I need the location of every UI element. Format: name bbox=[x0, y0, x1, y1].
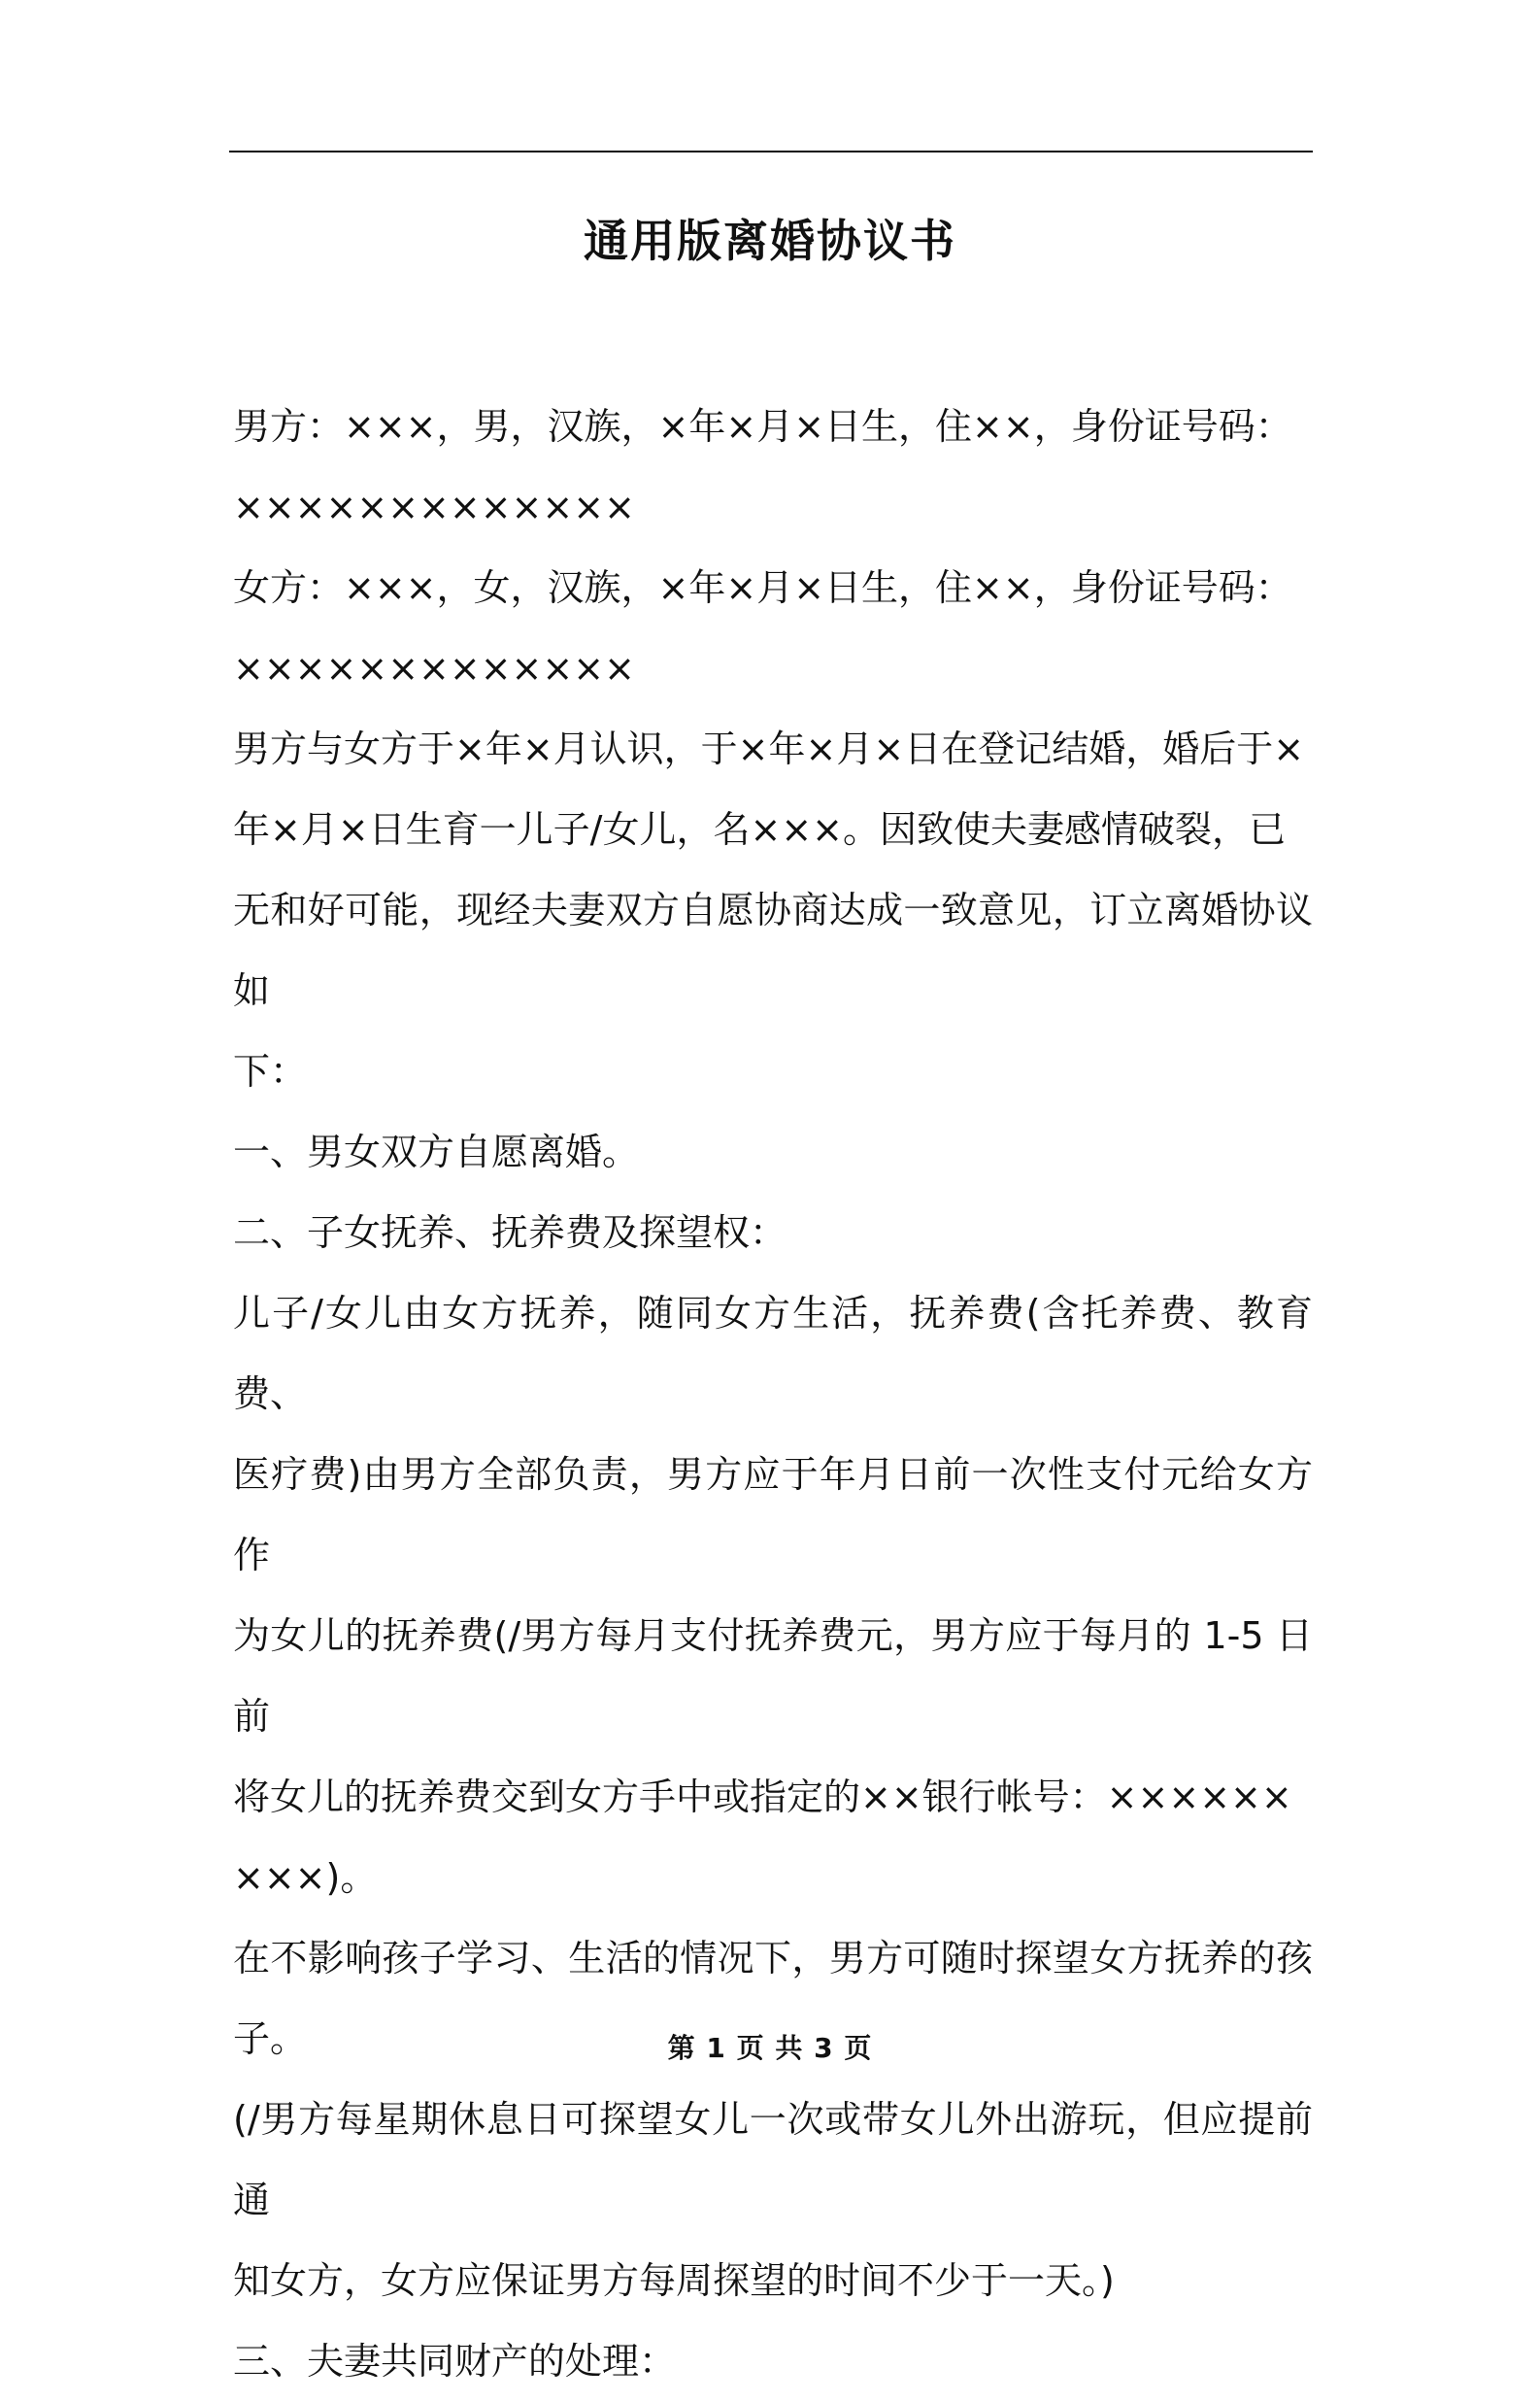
page-number: 第 1 页 共 3 页 bbox=[667, 2032, 873, 2064]
party-female-id-line: ××××××××××××× bbox=[233, 647, 635, 690]
clause-2-heading: 二、子女抚养、抚养费及探望权： bbox=[233, 1211, 787, 1254]
visitation-line: 知女方，女方应保证男方每周探望的时间不少于一天。) bbox=[233, 2259, 1115, 2302]
visitation-line: (/男方每星期休息日可探望女儿一次或带女儿外出游玩，但应提前通 bbox=[233, 2098, 1313, 2221]
visitation-line: 在不影响孩子学习、生活的情况下，男方可随时探望女方抚养的孩子。 bbox=[233, 1937, 1313, 2060]
preamble-line: 无和好可能，现经夫妻双方自愿协商达成一致意见，订立离婚协议如 bbox=[233, 889, 1313, 1012]
custody-line: ×××)。 bbox=[233, 1856, 378, 1899]
header-rule bbox=[229, 151, 1313, 152]
custody-line: 医疗费)由男方全部负责，男方应于年月日前一次性支付元给女方作 bbox=[233, 1453, 1313, 1576]
clause-3-heading: 三、夫妻共同财产的处理： bbox=[233, 2340, 677, 2383]
party-female-line: 女方：×××，女，汉族，×年×月×日生，住××，身份证号码： bbox=[233, 566, 1292, 609]
document-body bbox=[233, 387, 1313, 2402]
preamble-line: 年×月×日生育一儿子/女儿，名×××。因致使夫妻感情破裂，已 bbox=[233, 808, 1287, 851]
preamble-line: 下： bbox=[233, 1050, 308, 1093]
custody-line: 为女儿的抚养费(/男方每月支付抚养费元，男方应于每月的 1-5 日前 bbox=[233, 1614, 1313, 1738]
document-title: 通用版离婚协议书 bbox=[584, 215, 956, 267]
clause-1-heading: 一、男女双方自愿离婚。 bbox=[233, 1131, 640, 1173]
party-male-id-line: ××××××××××××× bbox=[233, 486, 635, 528]
party-male-line: 男方：×××，男，汉族，×年×月×日生，住××，身份证号码： bbox=[233, 405, 1292, 448]
preamble-line: 男方与女方于×年×月认识，于×年×月×日在登记结婚，婚后于× bbox=[233, 727, 1305, 770]
custody-line: 儿子/女儿由女方抚养，随同女方生活，抚养费(含托养费、教育费、 bbox=[233, 1292, 1313, 1415]
custody-line: 将女儿的抚养费交到女方手中或指定的××银行帐号：×××××× bbox=[233, 1776, 1292, 1818]
